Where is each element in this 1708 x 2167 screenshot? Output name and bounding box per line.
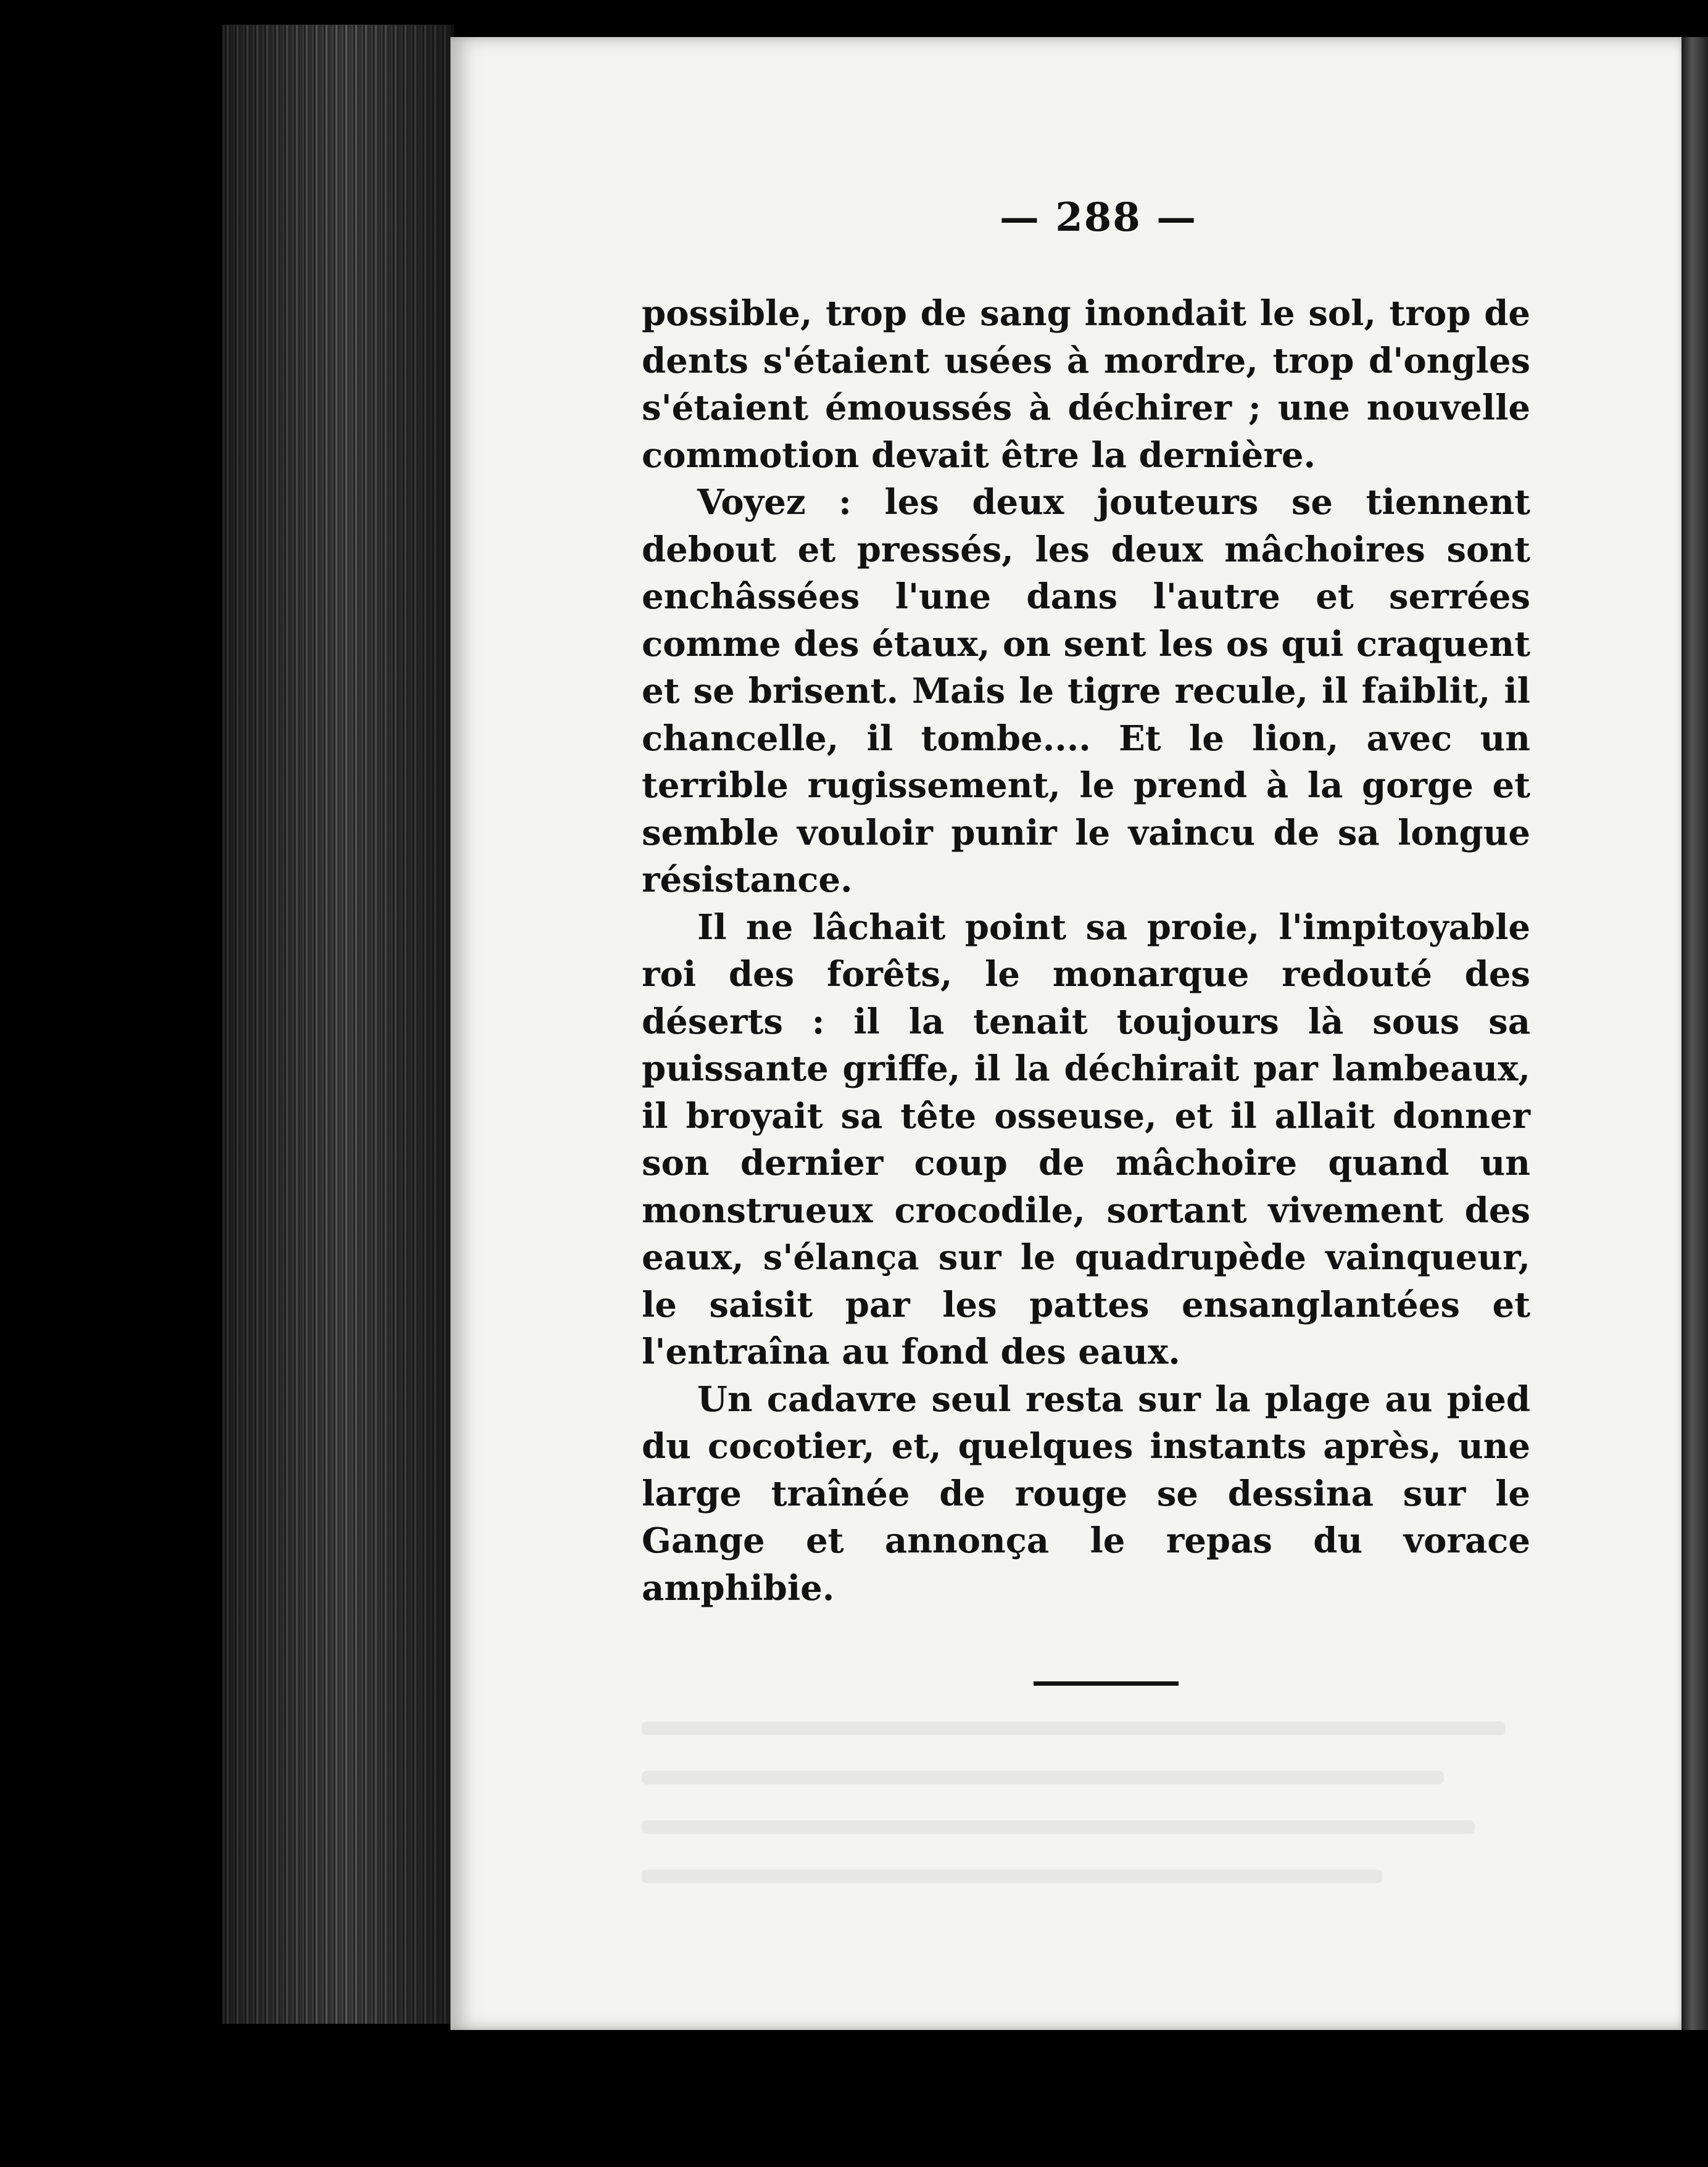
bleed-through-line — [642, 1771, 1444, 1784]
paragraph: Voyez : les deux jouteurs se tiennent debout et pressés, les deux mâchoires sont enchâssées l'une dans l'autre et serrées comme des étaux, on sent les os qui craquent et se brisent. Mais le tigre recule, il faiblit, il chancelle, il tombe.... Et le lion, avec un terrible rugissement, le prend à la gorge et semble vouloir punir le vaincu de sa longue résistance. — [642, 482, 1530, 900]
bleed-through-line — [642, 1722, 1506, 1735]
bleed-through-line — [642, 1820, 1475, 1834]
paragraph: Il ne lâchait point sa proie, l'impitoyable roi des forêts, le monarque redouté des déserts : il la tenait toujours là sous sa puissante griffe, il la déchirait par lambeaux, il broyait sa tête osseuse, et il allait donner son dernier coup de mâchoire quand un monstrueux crocodile, sortant vivement des eaux, s'élança sur le quadrupède vainqueur, le saisit par les pattes ensanglantées et l'entraîna au fond des eaux. — [642, 906, 1530, 1372]
paragraph: possible, trop de sang inondait le sol, trop de dents s'étaient usées à mordre, trop d'ongles s'étaient émoussés à déchirer ; une nouvelle commotion devait être la dernière. — [642, 293, 1530, 476]
page-edges — [222, 25, 454, 2024]
end-rule — [1034, 1681, 1179, 1686]
bleed-through-line — [642, 1870, 1382, 1883]
scan-border — [0, 2030, 1708, 2167]
paragraph: Un cadavre seul resta sur la plage au pied du cocotier, et, quelques instants après, une large traînée de rouge se dessina sur le Gange et annonça le repas du vorace amphibie. — [642, 1378, 1530, 1609]
body-text — [642, 290, 1530, 1612]
page-number: — 288 — — [999, 194, 1198, 241]
facing-page-edge — [1681, 37, 1708, 2030]
